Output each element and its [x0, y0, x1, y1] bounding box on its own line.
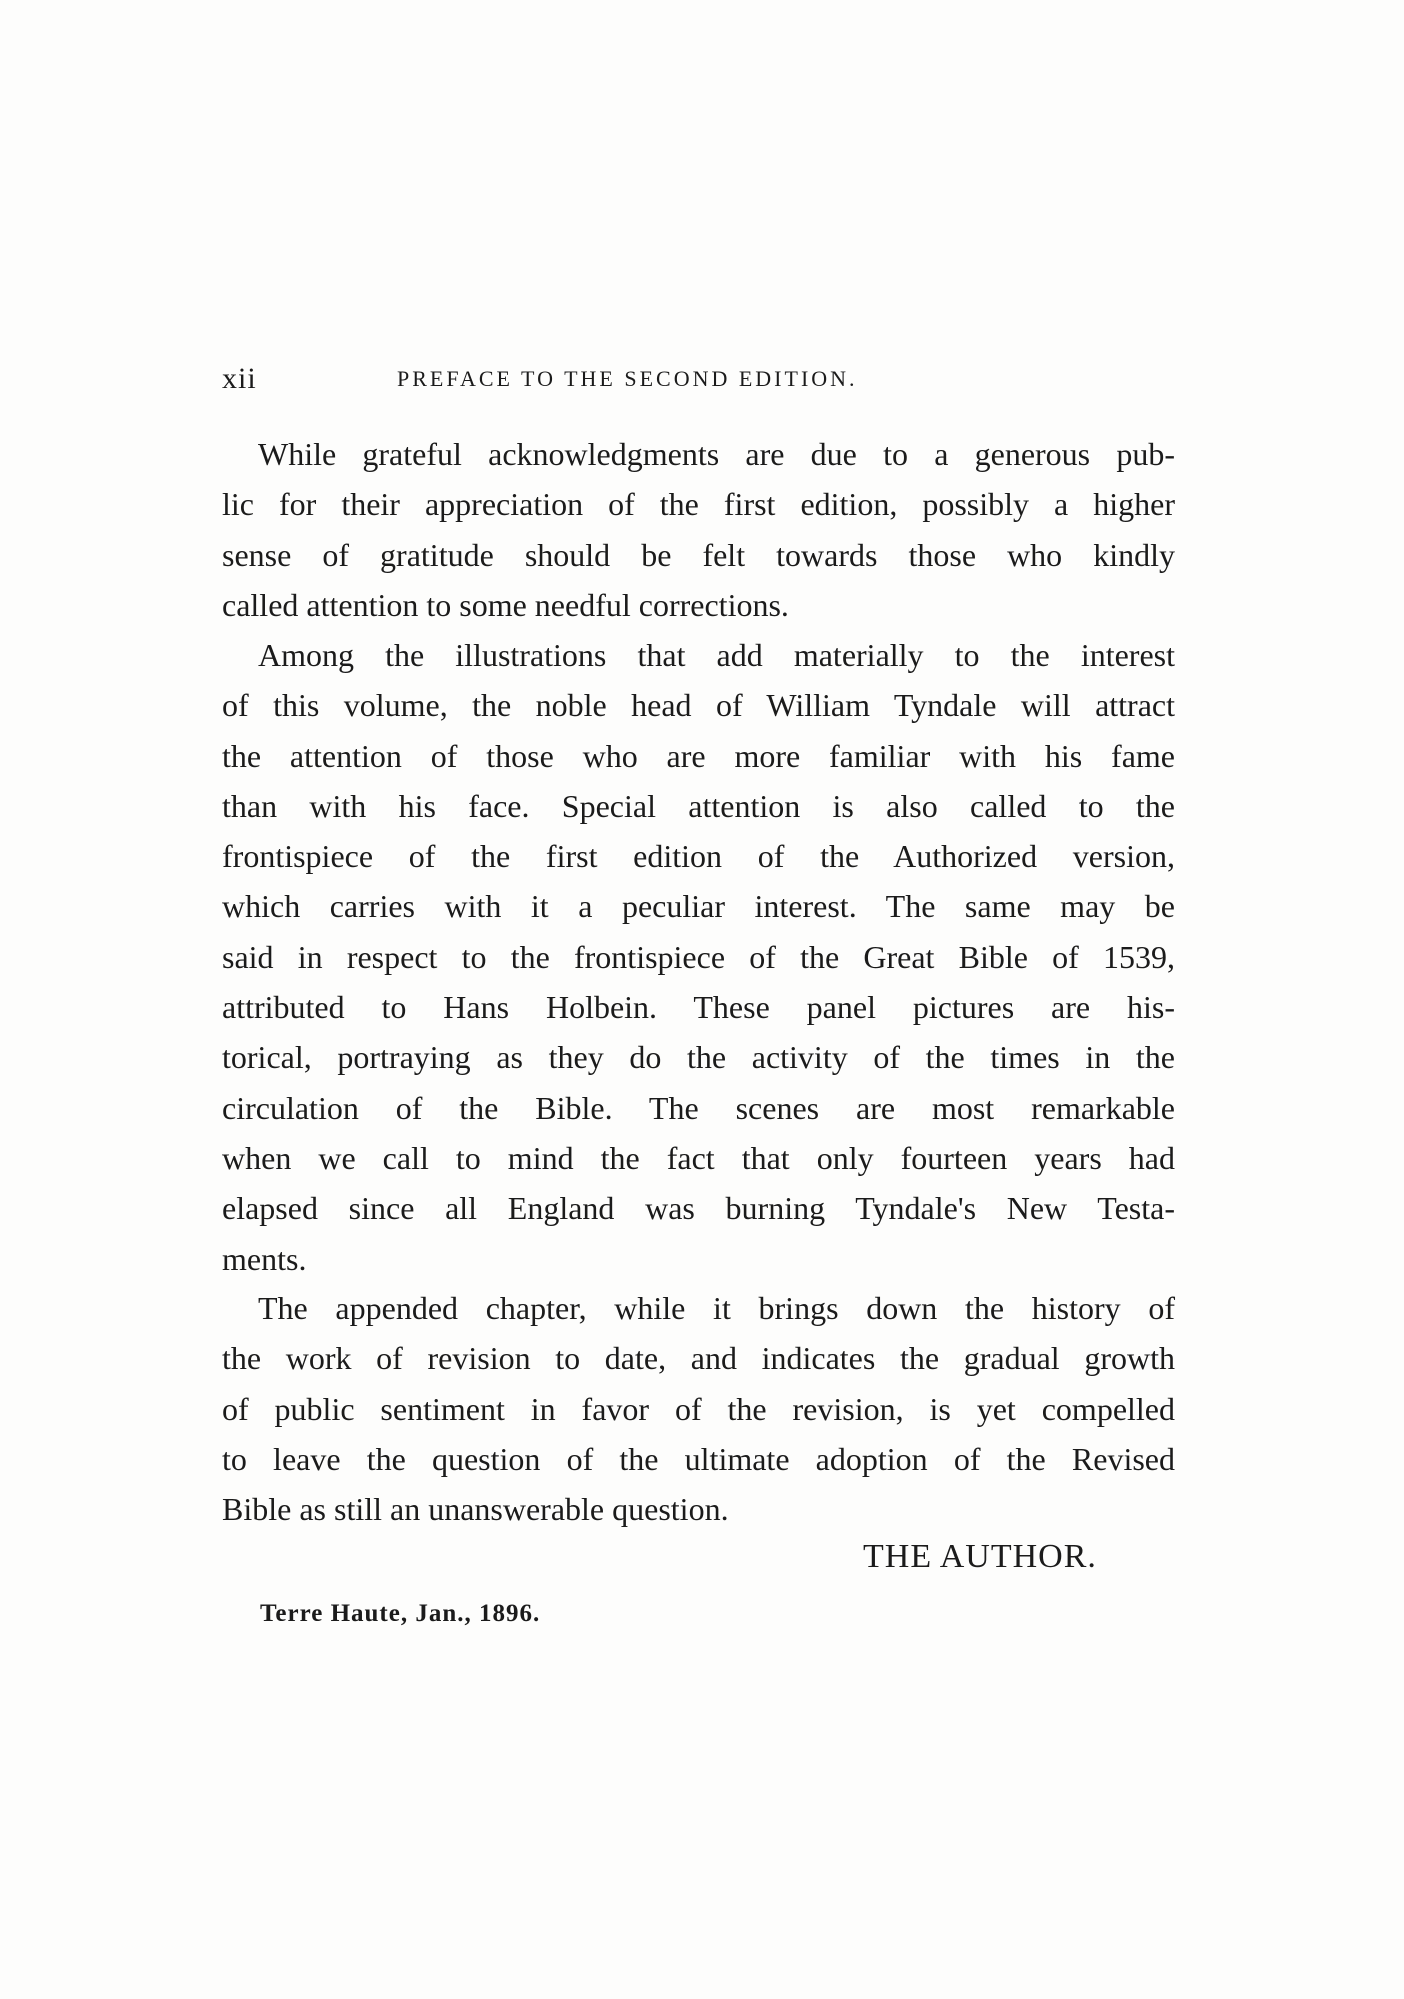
text-line: to leave the question of the ultimate adoption of the Revised [222, 1440, 1175, 1477]
text-line: While grateful acknowledgments are due to a generous pub- [258, 436, 1175, 472]
text-line: which carries with it a peculiar interest. The same may be [222, 888, 1175, 925]
text-line: elapsed since all England was burning Tyndale's New Testa- [222, 1190, 1175, 1227]
paragraph-1 [222, 429, 1175, 630]
text-line: The appended chapter, while it brings down the history of [258, 1290, 1175, 1326]
text-line: torical, portraying as they do the activity of the times in the [222, 1039, 1175, 1076]
text-line: sense of gratitude should be felt towards those who kindly [222, 536, 1175, 573]
text-line: circulation of the Bible. The scenes are most remarkable [222, 1089, 1175, 1126]
text-line: lic for their appreciation of the first edition, possibly a higher [222, 486, 1175, 523]
running-head: PREFACE TO THE SECOND EDITION. [397, 366, 858, 391]
author-signature: THE AUTHOR. [863, 1538, 1097, 1575]
text-line: ments. [222, 1240, 307, 1277]
text-line: said in respect to the frontispiece of the Great Bible of 1539, [222, 938, 1175, 975]
text-line: Bible as still an unanswerable question. [222, 1491, 729, 1528]
text-line: when we call to mind the fact that only fourteen years had [222, 1139, 1175, 1176]
dateline: Terre Haute, Jan., 1896. [260, 1600, 541, 1627]
paragraph-3 [222, 1283, 1175, 1534]
text-line: attributed to Hans Holbein. These panel pictures are his- [222, 989, 1175, 1026]
text-line: called attention to some needful corrections. [222, 586, 789, 623]
text-line: of public sentiment in favor of the revision, is yet compelled [222, 1390, 1175, 1427]
text-line: of this volume, the noble head of William Tyndale will attract [222, 687, 1175, 724]
text-line: Among the illustrations that add materially to the interest [258, 637, 1175, 673]
page-number: xii [222, 362, 257, 395]
text-line: the attention of those who are more familiar with his fame [222, 737, 1175, 774]
text-line: the work of revision to date, and indicates the gradual growth [222, 1340, 1175, 1377]
text-line: frontispiece of the first edition of the Authorized version, [222, 838, 1175, 875]
paragraph-2 [222, 630, 1175, 1284]
page-header [222, 362, 1134, 402]
text-line: than with his face. Special attention is also called to the [222, 787, 1175, 824]
